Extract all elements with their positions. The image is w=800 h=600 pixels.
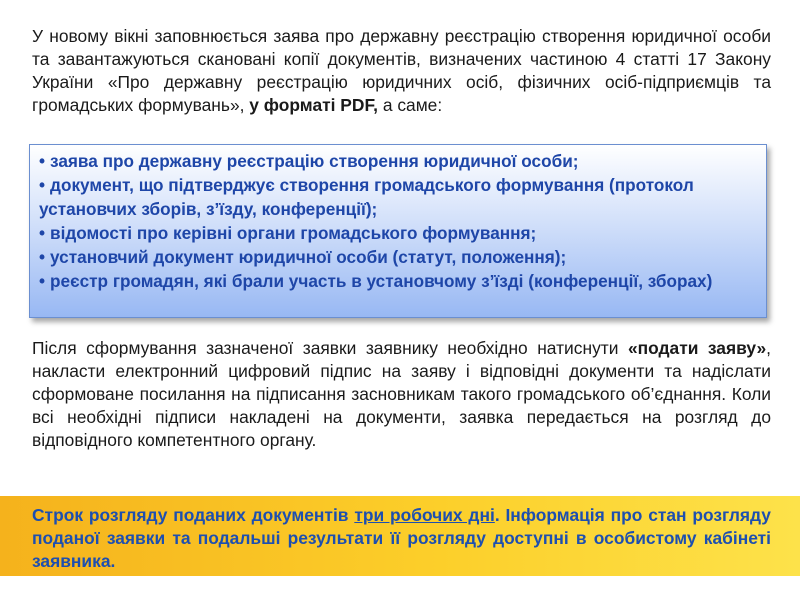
list-item [39, 149, 758, 173]
required-documents-box [29, 144, 767, 318]
required-documents-list [39, 149, 758, 293]
list-item-text: реєстр громадян, які брали участь в установчому з’їзді (конференції, зборах) [50, 271, 713, 291]
list-item-text: установчий документ юридичної особи (статут, положення); [50, 247, 567, 267]
review-info-text [32, 504, 771, 573]
intro-text: У новому вікні заповнюється заява про державну реєстрацію створення юридичної особи та завантажуються скановані копії документів, визначених частиною 4 статті 17 Закону України «Про державну реєстрацію юридичних осіб, фізичних осіб-підприємців та громадських формувань», [32, 26, 771, 115]
submission-text-before: Після сформування зазначеної заявки заявнику необхідно натиснути [32, 338, 619, 358]
bullet-icon: • [39, 247, 46, 267]
intro-tail: а саме: [382, 95, 443, 115]
list-item [39, 221, 758, 245]
review-text-after: . Інформація про стан розгляду поданої заявки та подальші результати її розгляду доступні в особистому кабінеті заявника. [32, 505, 771, 571]
submission-text-after: , накласти електронний цифровий підпис на заяву і відповідні документи та надіслати сформоване посилання на підписання засновникам такого громадського об’єднання. Коли всі необхідні підписи накладені на документи, заявка передається на розгляд до відповідного компетентного органу. [32, 338, 772, 450]
bullet-icon: • [39, 271, 46, 291]
list-item [39, 269, 758, 293]
submission-paragraph [32, 337, 771, 452]
bullet-icon: • [39, 175, 46, 195]
list-item-text: документ, що підтверджує створення громадського формування (протокол установчих зборів, з’їзду, конференції); [39, 175, 694, 219]
bullet-icon: • [39, 223, 46, 243]
intro-format-emphasis: у форматі PDF, [249, 95, 378, 115]
review-term-emphasis: три робочих дні [354, 505, 495, 525]
bullet-icon: • [39, 151, 46, 171]
list-item [39, 245, 758, 269]
list-item [39, 173, 758, 221]
list-item-text: заява про державну реєстрацію створення юридичної особи; [50, 151, 579, 171]
review-text-before: Строк розгляду поданих документів [32, 505, 349, 525]
intro-paragraph [32, 25, 771, 117]
list-item-text: відомості про керівні органи громадського формування; [50, 223, 537, 243]
submit-application-emphasis: «подати заяву» [627, 338, 767, 358]
